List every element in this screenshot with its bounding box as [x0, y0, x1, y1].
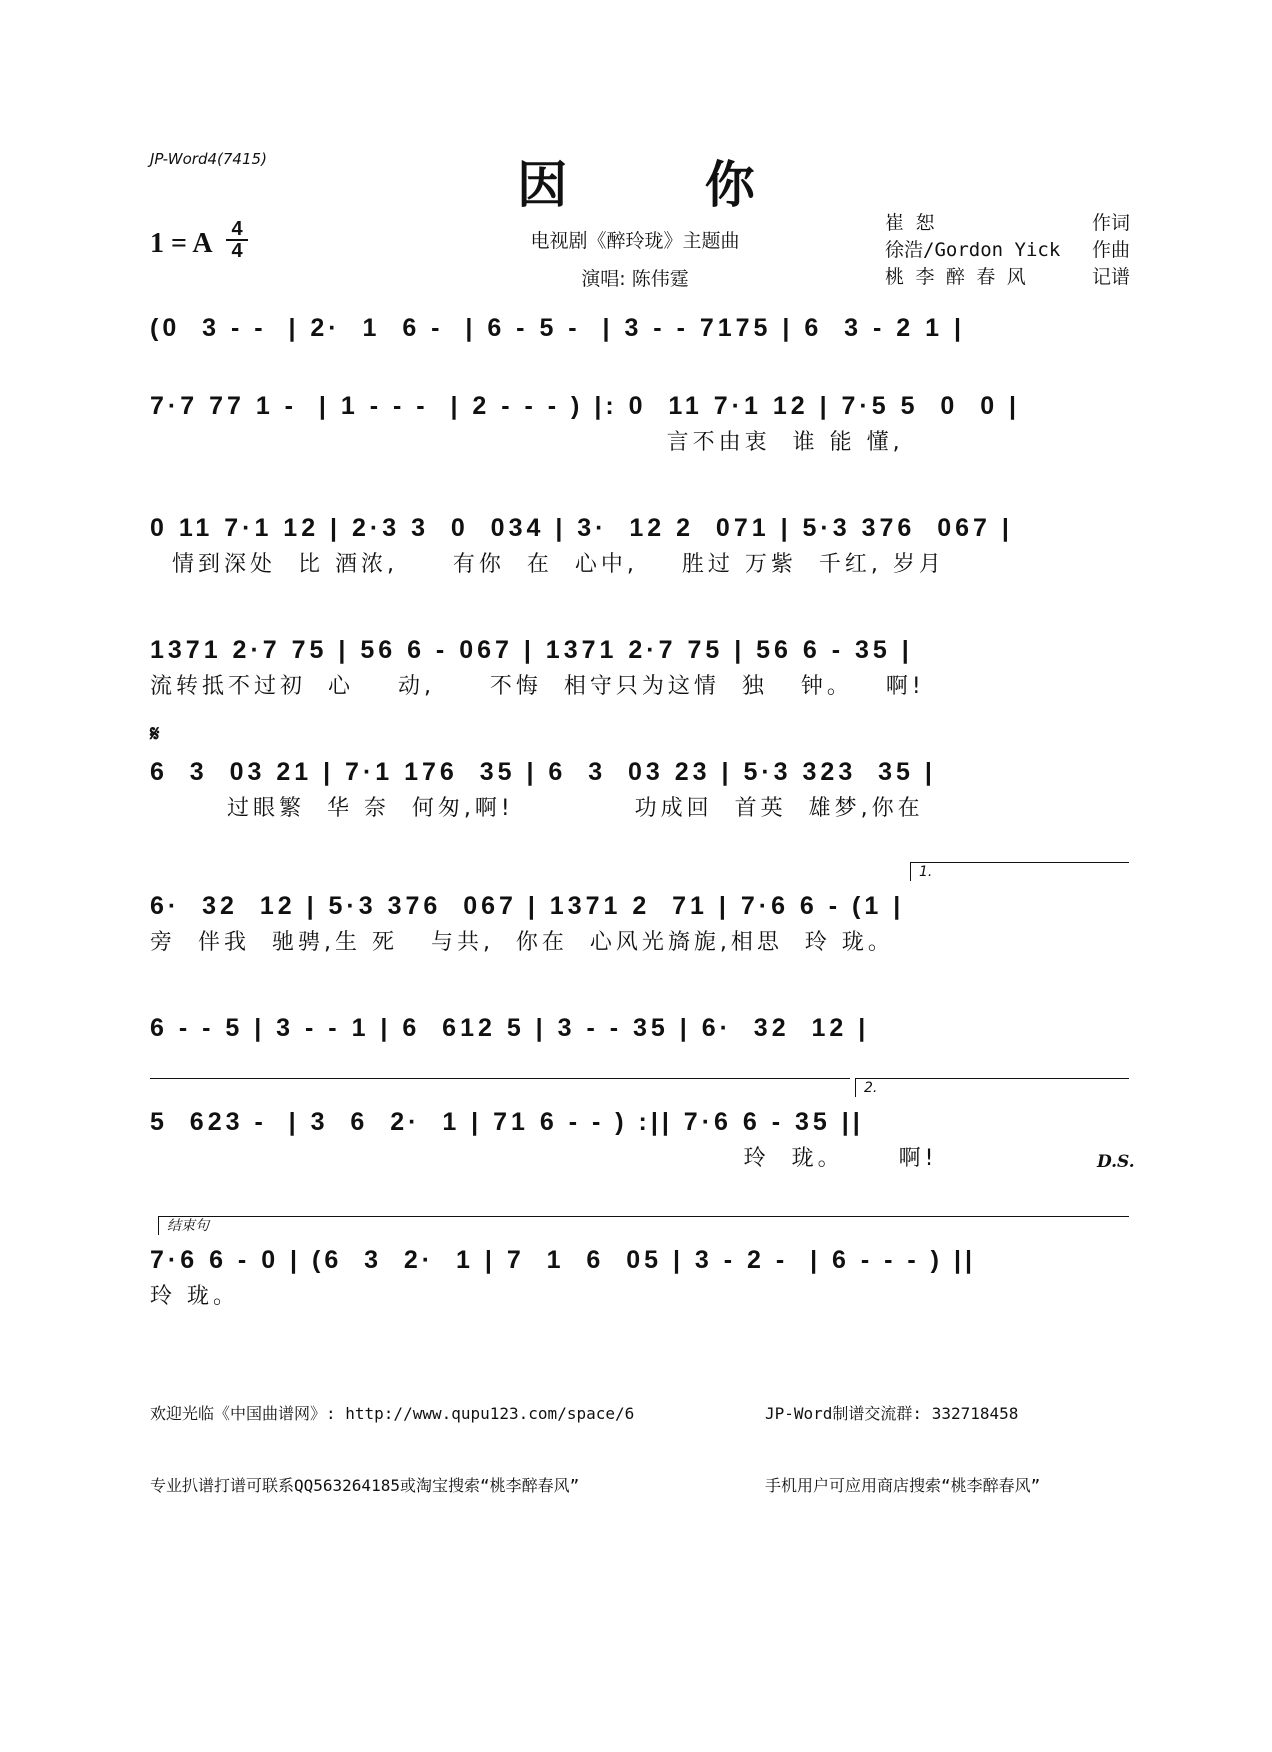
time-signature: [226, 220, 248, 260]
score-system-4: [150, 630, 1130, 704]
coda-bracket: 结束句: [158, 1216, 1129, 1235]
subtitle: 电视剧《醉玲珑》主题曲: [530, 230, 740, 252]
volta-2: 2.: [855, 1078, 1129, 1097]
footer-left: [150, 1354, 634, 1522]
volta-1: 1.: [910, 862, 1129, 881]
lyrics-line: 情到深处 比 酒浓, 有你 在 心中, 胜过 万紫 千红, 岁月: [150, 552, 945, 577]
song-title: 因 你: [517, 155, 815, 214]
credits-block: [885, 208, 1130, 289]
footer-right: [765, 1354, 1040, 1522]
credit-composer: 徐浩/Gordon Yick 作曲: [885, 239, 1130, 261]
notation-line: 1371 2·7 75 | 56 6 - 067 | 1371 2·7 75 | 56 6 - 35 |: [150, 636, 913, 664]
credit-transcriber: 桃 李 醉 春 风 记谱: [885, 266, 1130, 288]
meter-top: 4: [231, 218, 243, 240]
repeat-bracket: [150, 1078, 850, 1079]
score-system-9: [150, 1240, 1130, 1314]
notation-line: 5 623 - | 3 6 2· 1 | 71 6 - - ) :|| 7·6 6 - 35 ||: [150, 1108, 864, 1136]
notation-line: 6· 32 12 | 5·3 376 067 | 1371 2 71 | 7·6 6 - (1 |: [150, 892, 905, 920]
lyrics-line: 玲 珑。 啊!: [150, 1146, 938, 1171]
notation-line: (0 3 - - | 2· 1 6 - | 6 - 5 - | 3 - - 7175 | 6 3 - 2 1 |: [150, 314, 965, 342]
footer-group: JP-Word制谱交流群: 332718458: [765, 1404, 1019, 1423]
notation-line: 7·6 6 - 0 | (6 3 2· 1 | 7 1 6 05 | 3 - 2 - | 6 - - - ) ||: [150, 1246, 976, 1274]
software-label: JP-Word4(7415): [150, 150, 267, 168]
score-system-3: [150, 508, 1130, 582]
lyrics-line: 言不由衷 谁 能 懂,: [150, 430, 904, 455]
lyrics-line: 流转抵不过初 心 动, 不悔 相守只为这情 独 钟。 啊!: [150, 674, 925, 699]
score-system-1: [150, 308, 1130, 382]
lyrics-line: 玲 珑。: [150, 1284, 239, 1309]
key-signature: 1 = A: [150, 228, 213, 259]
singer: 演唱: 陈伟霆: [581, 268, 689, 290]
score-system-6: [150, 886, 1130, 960]
notation-line: 6 - - 5 | 3 - - 1 | 6 612 5 | 3 - - 35 | 6· 32 12 |: [150, 1014, 870, 1042]
ds-mark: D.S.: [1097, 1152, 1135, 1172]
score-system-5: [150, 752, 1130, 826]
score-system-2: [150, 386, 1130, 460]
meter-bottom: 4: [231, 240, 243, 262]
lyrics-line: 旁 伴我 驰骋,生 死 与共, 你在 心风光旖旎,相思 玲 珑。: [150, 930, 894, 955]
footer-app: 手机用户可应用商店搜索“桃李醉春风”: [765, 1476, 1041, 1495]
score-system-7: [150, 1008, 1130, 1048]
footer-contact: 专业扒谱打谱可联系QQ563264185或淘宝搜索“桃李醉春风”: [150, 1476, 580, 1495]
segno-mark: 𝄋: [150, 722, 160, 747]
footer-website: 欢迎光临《中国曲谱网》: http://www.qupu123.com/space/6: [150, 1404, 635, 1423]
lyrics-line: 过眼繁 华 奈 何匆,啊! 功成回 首英 雄梦,你在: [150, 796, 924, 821]
lyrics-line: [150, 348, 1130, 382]
notation-line: 0 11 7·1 12 | 2·3 3 0 034 | 3· 12 2 071 | 5·3 376 067 |: [150, 514, 1013, 542]
score-system-8: [150, 1102, 1130, 1176]
notation-line: 7·7 77 1 - | 1 - - - | 2 - - - ) |: 0 11 7·1 12 | 7·5 5 0 0 |: [150, 392, 1021, 420]
credit-lyricist: 崔 恕 作词: [885, 212, 1130, 234]
notation-line: 6 3 03 21 | 7·1 176 35 | 6 3 03 23 | 5·3 323 35 |: [150, 758, 936, 786]
